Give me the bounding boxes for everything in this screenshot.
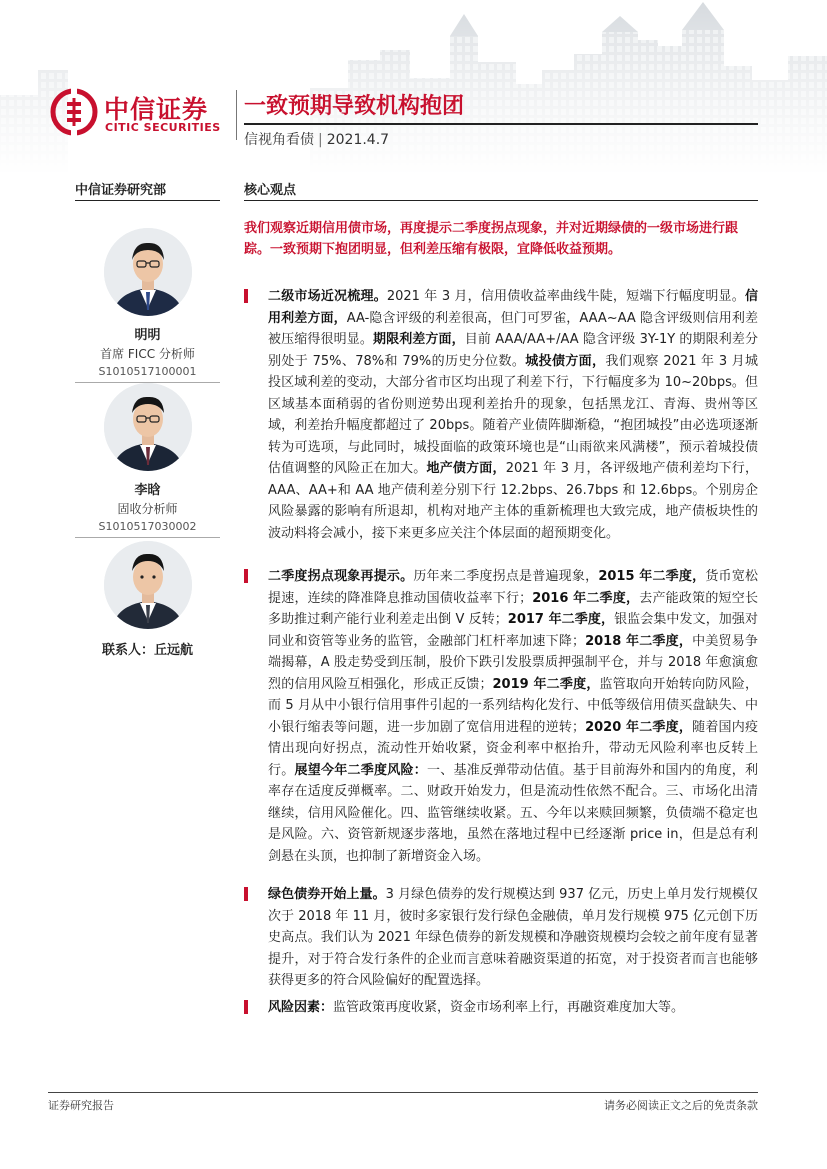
brand-name-en: CITIC SECURITIES	[105, 121, 221, 134]
bullet-text	[268, 884, 758, 992]
bullet-text	[268, 286, 758, 544]
bullet-green-bonds	[244, 884, 758, 992]
column-name: 信视角看债	[244, 132, 314, 148]
bullet-body-text: 3 月绿色债券的发行规模达到 937 亿元，历史上单月发行规模仅次于 2018 年 11 月，彼时多家银行发行绿色金融债，单月发行规模 975 亿元创下历史高点。我们认为 2021 年绿色债券的新发规模和净融资规模均会较之前年度有显著提升，对于符合发行条件的企业而言意味着融资渠道的拓宽，对于投资者而言也能够获得更多的符合风险偏好的配置选择。	[268, 887, 758, 988]
bullet-keyphrase: 二级市场近况梳理。	[268, 289, 387, 304]
bullet-body-text: 银监会集中发文，加强对同业和资管等业务的监管，金融部门杠杆率加速下降；	[268, 612, 758, 649]
research-dept-heading: 中信证券研究部	[75, 183, 167, 198]
bullet-keyphrase: 绿色债券开始上量。	[268, 887, 386, 902]
bullet-keyphrase: 风险因素：	[268, 1000, 334, 1015]
bullet-keyphrase: 信用利差方面，	[268, 289, 758, 326]
bullet-body-text: 货币宽松提速，连续的降准降息推动国债收益率下行；	[268, 569, 758, 606]
bullet-body-text: 我们观察 2021 年 3 月城投区域利差的变动，大部分省市区均出现了利差下行，下行幅度多为 10~20bps。但区域基本面稍弱的省份则逆势出现利差抬升的现象，包括黑龙江、青海、贵州等区域，利差抬升幅度都超过了 20bps。随着产业债阵脚渐稳，“抱团城投”由必选项逐渐转为可选项，与此同时，城投面临的政策环境也是“山雨欲来风满楼”，预示着城投债估值调整的风险正在加大。	[268, 353, 758, 476]
avatar	[104, 228, 192, 316]
bullet-marker	[244, 289, 248, 303]
bullet-keyphrase: 二季度拐点现象再提示。	[268, 569, 414, 584]
bullet-body-text: 一、基准反弹带动估值。基于目前海外和国内的角度，利率存在适度反弹概率。二、财政开始发力，但是流动性依然不配合。三、市场化出清继续，信用风险催化。四、监管继续收紧。五、今年以来赎回频繁，负债端不稳定也是风险。六、资管新规逐步落地，虽然在落地过程中已经逐渐 price in，但是总有利剑悬在头顶，也抑制了新增资金入场。	[268, 762, 758, 864]
bullet-keyphrase: 期限利差方面，	[372, 332, 465, 347]
analyst-name: 明明	[134, 328, 161, 343]
bullet-body-text: 监管政策再度收紧，资金市场利率上行，再融资难度加大等。	[333, 1000, 685, 1015]
contact-card	[75, 541, 220, 629]
citic-logo-icon	[50, 88, 98, 136]
bullet-body-text: 随着国内疫情出现向好拐点，流动性开始收紧，资金利率中枢抬升，带动无风险利率也反转上行。	[268, 719, 758, 778]
bullet-body-text: 中美贸易争端揭幕，A 股走势受到压制，股价下跌引发股票质押强制平仓，并与 2018 年愈演愈烈的信用风险互相强化，形成正反馈；	[268, 633, 758, 692]
bullet-text	[268, 566, 758, 867]
analyst-divider	[75, 537, 220, 538]
bullet-risk-factors	[244, 997, 758, 1019]
analyst-role: 首席 FICC 分析师	[100, 347, 195, 361]
avatar	[104, 541, 192, 629]
bullet-body-text: 历年来二季度拐点是普遍现象，	[413, 569, 599, 584]
bullet-q2-turning-point	[244, 566, 758, 867]
avatar	[104, 383, 192, 471]
bullet-marker	[244, 1000, 248, 1014]
bullet-keyphrase: 2015 年二季度，	[598, 569, 706, 584]
bullet-keyphrase: 展望今年二季度风险：	[294, 762, 427, 778]
analyst-card	[75, 383, 220, 538]
bullet-keyphrase: 2020 年二季度，	[585, 719, 693, 735]
core-views-heading: 核心观点	[244, 183, 297, 198]
report-title: 一致预期导致机构抱团	[244, 94, 465, 119]
brand-name-cn: 中信证券	[104, 95, 209, 124]
bullet-body-text: 2021 年 3 月，信用债收益率曲线牛陡，短端下行幅度明显。	[386, 289, 745, 304]
bullet-body-text: 去产能政策的短空长多助推过剩产能行业利差走出倒 V 反转；	[268, 590, 758, 627]
bullet-keyphrase: 2019 年二季度，	[492, 676, 600, 692]
citic-logo	[50, 88, 228, 138]
bullet-text	[268, 997, 758, 1019]
analyst-role: 固收分析师	[117, 502, 178, 516]
bullet-keyphrase: 2017 年二季度，	[507, 612, 615, 627]
footer-report-type: 证券研究报告	[48, 1099, 114, 1112]
report-subtitle	[244, 129, 389, 149]
footer-rule	[48, 1092, 758, 1093]
bullet-body-text: 2021 年 3 月，各评级地产债利差均下行，AAA、AA+和 AA 地产债利差分别下行 12.2bps、26.7bps 和 12.6bps。个别房企风险暴露的影响有所退却，机构对地产主体的重新梳理也大致完成，地产债板块性的波动料将会减小，接下来更多应关注个体层面的超预期变化。	[268, 461, 758, 541]
bullet-secondary-market	[244, 286, 758, 544]
bullet-body-text: 监管取向开始转向防风险，而 5 月从中小银行信用事件引起的一系列结构化发行、中低等级信用债买盘缺失、中小银行缩表等问题，进一步加剧了宽信用进程的逆转；	[268, 676, 758, 735]
report-date: 2021.4.7	[326, 132, 390, 148]
bullet-body-text: 目前 AAA/AA+/AA 隐含评级 3Y-1Y 的期限利差分别处于 75%、78%和 79%的历史分位数。	[268, 332, 758, 369]
header-divider	[236, 90, 237, 140]
key-summary: 我们观察近期信用债市场，再度提示二季度拐点现象，并对近期绿债的一级市场进行跟踪。一致预期下抱团明显，但利差压缩有极限，宜降低收益预期。	[244, 221, 739, 257]
bullet-body-text: AA-隐含评级的利差很高，但门可罗雀，AAA~AA 隐含评级则信用利差被压缩得很明显。	[268, 310, 758, 347]
analyst-name: 李晗	[134, 483, 161, 498]
bullet-keyphrase: 城投债方面，	[525, 353, 606, 369]
bullet-marker	[244, 887, 248, 901]
footer-disclaimer-link[interactable]: 请务必阅读正文之后的免责条款	[604, 1099, 758, 1112]
title-rule	[244, 123, 758, 125]
sidebar-heading-rule	[75, 200, 220, 201]
bullet-keyphrase: 2018 年二季度，	[585, 633, 693, 649]
analyst-license-id: S1010517100001	[98, 365, 197, 378]
analyst-license-id: S1010517030002	[98, 520, 197, 533]
main-heading-rule	[244, 200, 758, 201]
bullet-keyphrase: 地产债方面，	[426, 461, 506, 476]
bullet-marker	[244, 569, 248, 583]
subtitle-separator: |	[318, 132, 323, 148]
bullet-keyphrase: 2016 年二季度，	[532, 590, 640, 606]
analyst-card	[75, 228, 220, 383]
contact-person: 联系人：丘远航	[101, 643, 193, 658]
